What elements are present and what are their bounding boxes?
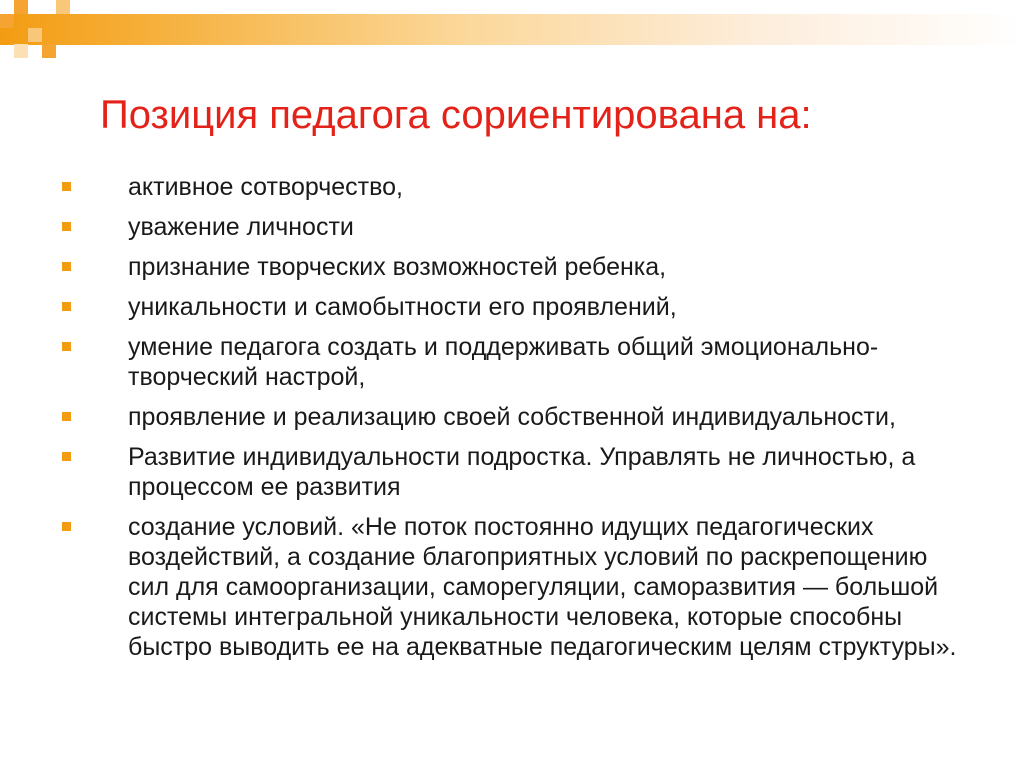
list-item (60, 252, 960, 282)
decor-square (56, 0, 70, 14)
square-bullet-icon (62, 262, 71, 271)
slide-title: Позиция педагога сориентирована на: (100, 93, 812, 137)
list-item (60, 292, 960, 322)
header-decor-band (0, 14, 1024, 45)
bullet-text: уважение личности (128, 213, 354, 241)
bullet-text: проявление и реализацию своей собственной индивидуальности, (128, 403, 896, 431)
bullet-text: признание творческих возможностей ребенка, (128, 253, 667, 281)
decor-square (14, 44, 28, 58)
decor-square (42, 44, 56, 58)
bullet-list (60, 172, 960, 672)
decor-square (28, 28, 42, 42)
square-bullet-icon (62, 522, 71, 531)
list-item (60, 332, 960, 392)
decor-square (14, 0, 28, 14)
square-bullet-icon (62, 182, 71, 191)
square-bullet-icon (62, 302, 71, 311)
square-bullet-icon (62, 452, 71, 461)
bullet-text: умение педагога создать и поддерживать общий эмоционально-творческий настрой, (128, 333, 879, 391)
list-item (60, 212, 960, 242)
bullet-text: уникальности и самобытности его проявлений, (128, 293, 677, 321)
bullet-text: активное сотворчество, (128, 173, 403, 201)
list-item (60, 512, 960, 662)
bullet-text: Развитие индивидуальности подростка. Управлять не личностью, а процессом ее развития (128, 443, 916, 501)
square-bullet-icon (62, 222, 71, 231)
square-bullet-icon (62, 412, 71, 421)
square-bullet-icon (62, 342, 71, 351)
bullet-text: создание условий. «Не поток постоянно идущих педагогических воздействий, а создание благоприятных условий по раскрепощению сил для самоорганизации, саморегуляции, саморазвития — большой системы интегральной уникальности человека, которые способны быстро выводить ее на адекватные педагогическим целям структуры». (128, 513, 957, 661)
decor-square (0, 14, 14, 28)
list-item (60, 402, 960, 432)
list-item (60, 172, 960, 202)
list-item (60, 442, 960, 502)
